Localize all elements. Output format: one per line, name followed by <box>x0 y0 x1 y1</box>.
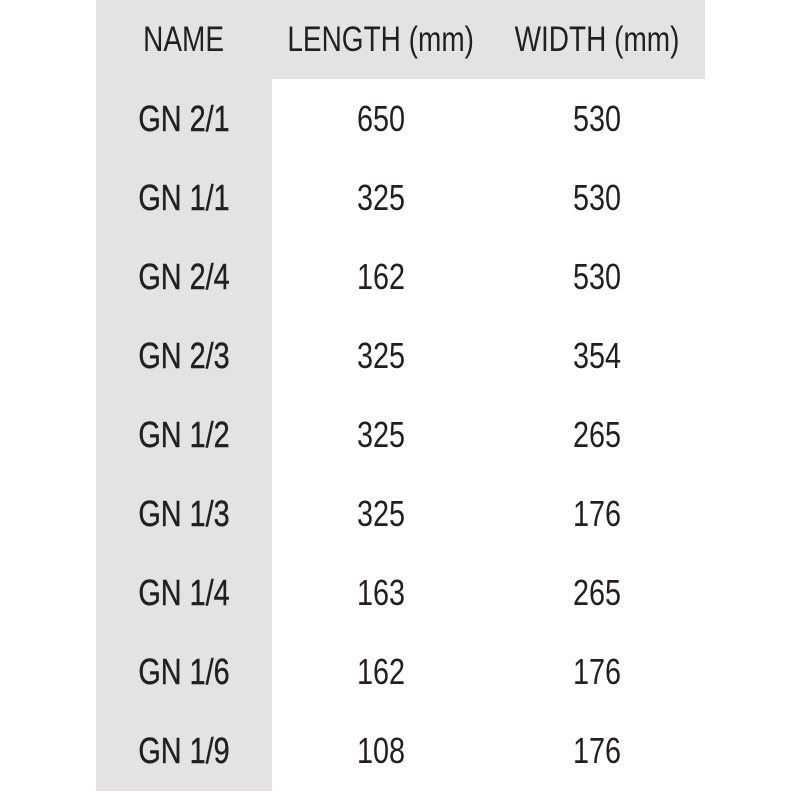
cell-name-text: GN 2/1 <box>138 97 230 139</box>
table-row <box>96 632 705 711</box>
cell-name <box>96 79 272 158</box>
cell-name-text: GN 1/3 <box>138 492 230 534</box>
cell-name <box>96 632 272 711</box>
cell-length-text: 162 <box>356 255 406 297</box>
cell-length-text: 163 <box>356 571 406 613</box>
cell-width <box>490 711 705 790</box>
cell-width <box>490 395 705 474</box>
cell-name <box>96 395 272 474</box>
cell-width-text: 530 <box>573 97 622 139</box>
cell-width-text: 176 <box>573 729 622 771</box>
cell-width-text: 265 <box>573 413 622 455</box>
table-header-row <box>96 0 705 79</box>
cell-name-text: GN 1/1 <box>138 176 230 218</box>
table-row <box>96 237 705 316</box>
cell-length-text: 325 <box>356 492 406 534</box>
header-cell-name <box>96 0 272 79</box>
cell-name-text: GN 2/3 <box>138 334 230 376</box>
header-cell-length <box>272 0 490 79</box>
cell-width-text: 530 <box>573 176 622 218</box>
table-row <box>96 474 705 553</box>
cell-name <box>96 316 272 395</box>
cell-width <box>490 79 705 158</box>
header-label-length: LENGTH (mm) <box>287 19 475 59</box>
cell-length <box>272 474 490 553</box>
cell-width <box>490 474 705 553</box>
cell-length-text: 108 <box>356 729 406 771</box>
cell-length <box>272 316 490 395</box>
cell-width <box>490 237 705 316</box>
cell-width-text: 176 <box>573 650 622 692</box>
table-rows <box>96 0 705 790</box>
cell-width-text: 176 <box>573 492 622 534</box>
cell-width <box>490 553 705 632</box>
table-row <box>96 158 705 237</box>
cell-name-text: GN 1/2 <box>138 413 230 455</box>
header-label-name: NAME <box>143 19 225 59</box>
cell-length-text: 650 <box>356 97 406 139</box>
cell-length <box>272 79 490 158</box>
cell-length <box>272 711 490 790</box>
cell-width <box>490 158 705 237</box>
table-row <box>96 711 705 790</box>
cell-length <box>272 553 490 632</box>
cell-name <box>96 158 272 237</box>
cell-width <box>490 632 705 711</box>
cell-width-text: 530 <box>573 255 622 297</box>
cell-name-text: GN 1/9 <box>138 729 230 771</box>
cell-name-text: GN 1/4 <box>138 571 230 613</box>
table-row <box>96 553 705 632</box>
cell-width <box>490 316 705 395</box>
cell-length-text: 325 <box>356 334 406 376</box>
cell-length-text: 162 <box>356 650 406 692</box>
table-row <box>96 316 705 395</box>
cell-length <box>272 632 490 711</box>
table-row <box>96 79 705 158</box>
cell-length-text: 325 <box>356 413 406 455</box>
cell-width-text: 354 <box>573 334 622 376</box>
cell-width-text: 265 <box>573 571 622 613</box>
cell-name-text: GN 1/6 <box>138 650 230 692</box>
size-table <box>96 0 705 791</box>
cell-length <box>272 158 490 237</box>
cell-length <box>272 395 490 474</box>
cell-name <box>96 553 272 632</box>
cell-length <box>272 237 490 316</box>
header-label-width: WIDTH (mm) <box>515 19 680 59</box>
cell-name <box>96 237 272 316</box>
header-cell-width <box>490 0 705 79</box>
table-row <box>96 395 705 474</box>
cell-length-text: 325 <box>356 176 406 218</box>
cell-name <box>96 474 272 553</box>
cell-name-text: GN 2/4 <box>138 255 230 297</box>
cell-name <box>96 711 272 790</box>
